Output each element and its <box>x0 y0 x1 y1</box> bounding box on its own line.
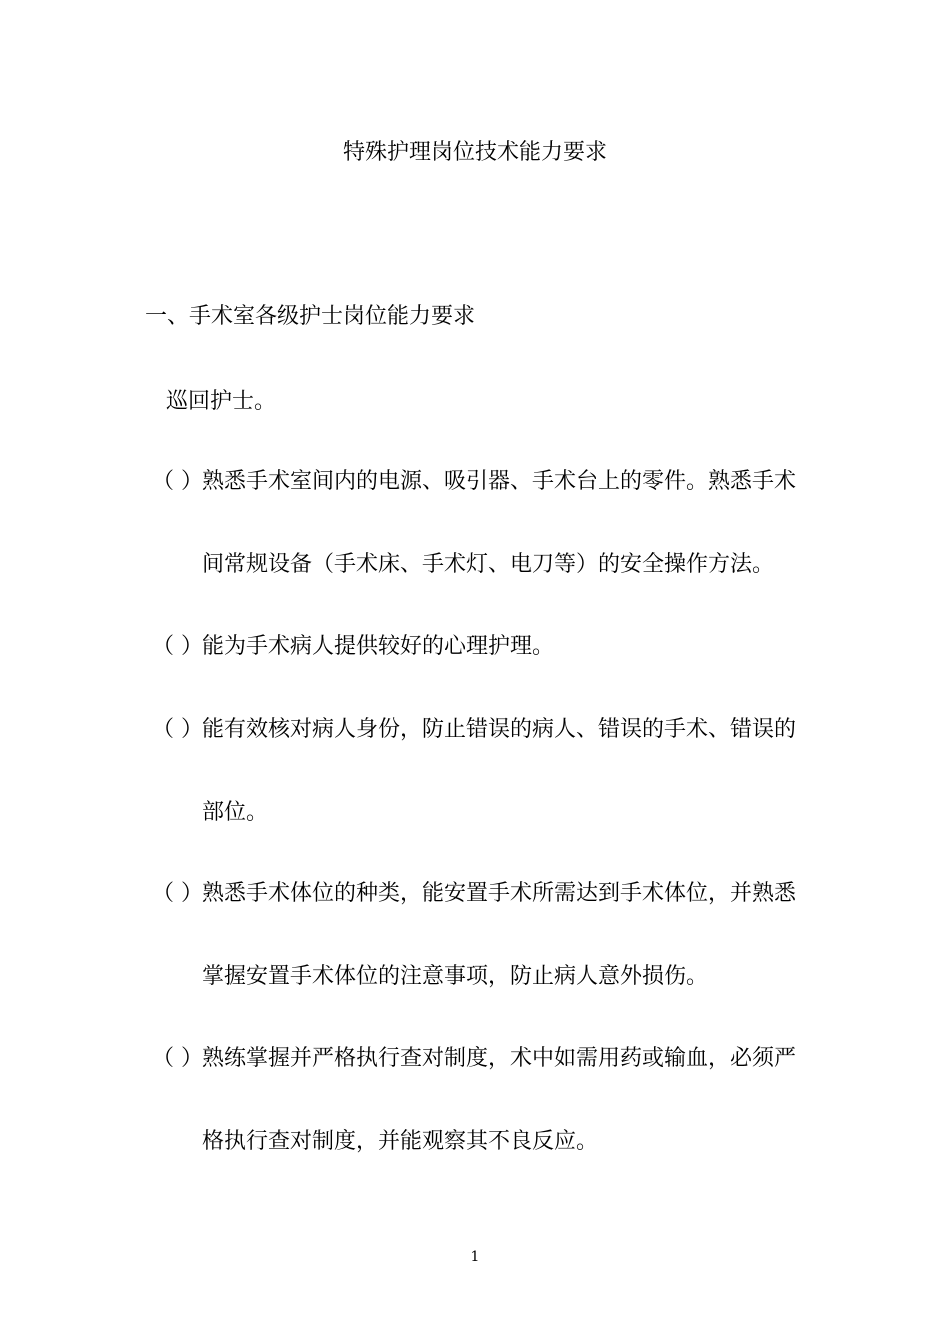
item-line: 熟悉手术室间内的电源、吸引器、手术台上的零件。熟悉手术 <box>202 469 797 494</box>
item-line: 熟悉手术体位的种类，能安置手术所需达到手术体位，并熟悉 <box>202 881 797 906</box>
section-heading: 一、手术室各级护士岗位能力要求 <box>145 304 476 329</box>
item-line: 熟练掌握并严格执行查对制度，术中如需用药或输血，必须严 <box>202 1046 797 1071</box>
item-line: 间常规设备（手术床、手术灯、电刀等）的安全操作方法。 <box>202 552 775 577</box>
item-line: 掌握安置手术体位的注意事项，防止病人意外损伤。 <box>202 964 709 989</box>
document-title: 特殊护理岗位技术能力要求 <box>342 140 607 165</box>
item-line: 部位。 <box>202 800 269 825</box>
item-line: 能有效核对病人身份，防止错误的病人、错误的手术、错误的 <box>202 717 797 742</box>
subheading: 巡回护士。 <box>166 389 277 414</box>
item-marker: （ ） <box>152 634 203 659</box>
item-line: 能为手术病人提供较好的心理护理。 <box>202 634 555 659</box>
item-line: 格执行查对制度，并能观察其不良反应。 <box>202 1129 599 1154</box>
item-marker: （ ） <box>152 1046 203 1071</box>
item-marker: （ ） <box>152 881 203 906</box>
item-marker: （ ） <box>152 717 203 742</box>
item-marker: （ ） <box>152 469 203 494</box>
page-number: 1 <box>470 1249 480 1265</box>
